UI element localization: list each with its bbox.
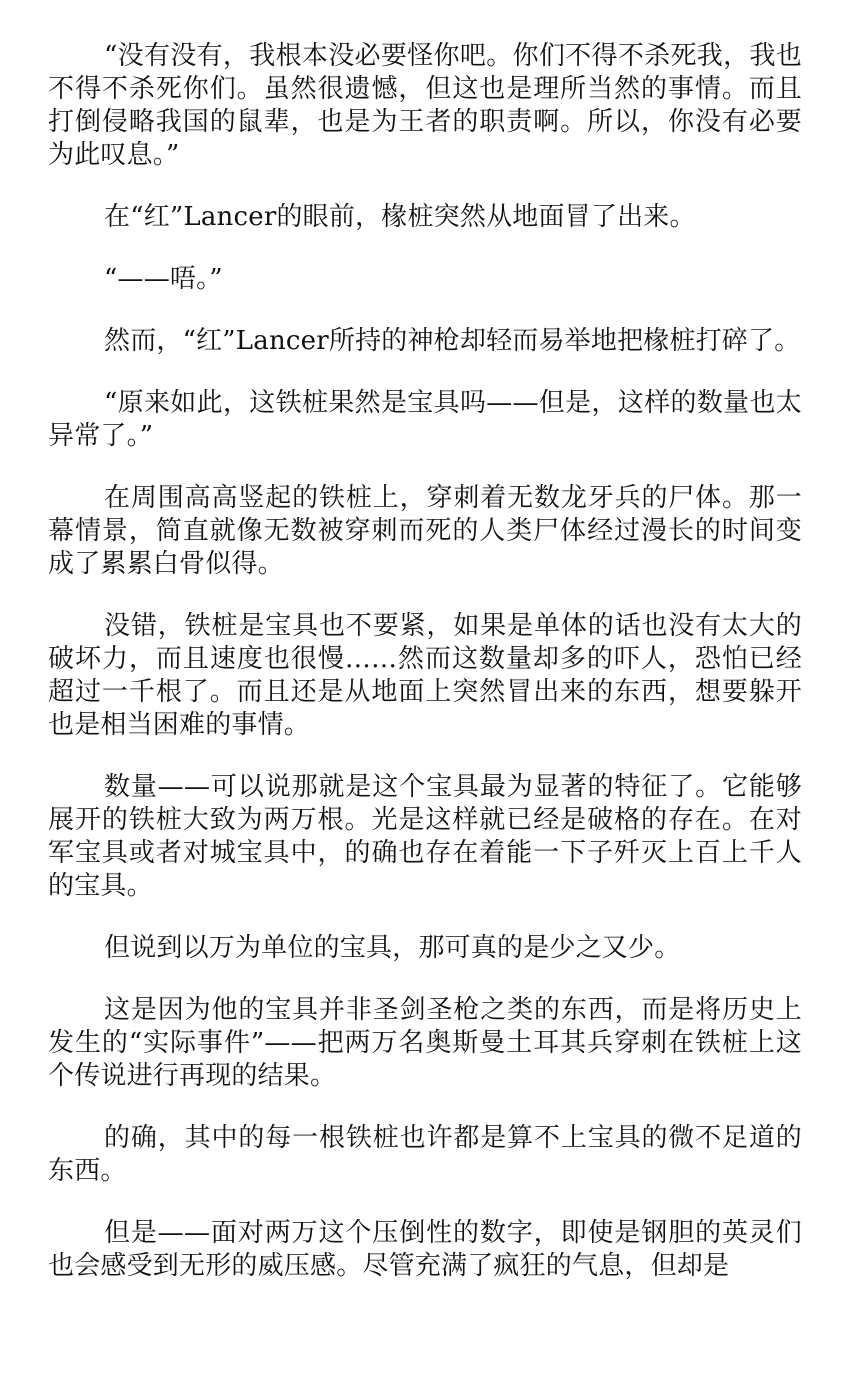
paragraph: “没有没有，我根本没必要怪你吧。你们不得不杀死我，我也不得不杀死你们。虽然很遗憾，但这也是理所当然的事情。而且打倒侵略我国的鼠辈，也是为王者的职责啊。所以，你没有必要为此叹息。” [48, 41, 802, 170]
paragraph: “原来如此，这铁桩果然是宝具吗——但是，这样的数量也太异常了。” [48, 388, 802, 451]
text-body [48, 40, 802, 1312]
paragraph: 但说到以万为单位的宝具，那可真的是少之又少。 [104, 933, 681, 963]
paragraph: 数量——可以说那就是这个宝具最为显著的特征了。它能够展开的铁桩大致为两万根。光是这样就已经是破格的存在。在对军宝具或者对城宝具中，的确也存在着能一下子歼灭上百上千人的宝具。 [48, 772, 802, 901]
paragraph: 这是因为他的宝具并非圣剑圣枪之类的东西，而是将历史上发生的“实际事件”——把两万名奥斯曼土耳其兵穿刺在铁桩上这个传说进行再现的结果。 [48, 995, 802, 1091]
paragraph: 没错，铁桩是宝具也不要紧，如果是单体的话也没有太大的破坏力，而且速度也很慢……然而这数量却多的吓人，恐怕已经超过一千根了。而且还是从地面上突然冒出来的东西，想要躲开也是相当困难的事情。 [48, 611, 802, 740]
paragraph: 然而，“红”Lancer所持的神枪却轻而易举地把椽桩打碎了。 [104, 326, 801, 356]
paragraph: 的确，其中的每一根铁桩也许都是算不上宝具的微不足道的东西。 [48, 1123, 802, 1186]
paragraph: “——唔。” [104, 264, 223, 294]
paragraph: 在周围高高竖起的铁桩上，穿刺着无数龙牙兵的尸体。那一幕情景，简直就像无数被穿刺而死的人类尸体经过漫长的时间变成了累累白骨似得。 [48, 483, 802, 579]
paragraph: 但是——面对两万这个压倒性的数字，即使是钢胆的英灵们也会感受到无形的威压感。尽管充满了疯狂的气息，但却是 [48, 1218, 802, 1281]
paragraph: 在“红”Lancer的眼前，椽桩突然从地面冒了出来。 [104, 202, 696, 232]
